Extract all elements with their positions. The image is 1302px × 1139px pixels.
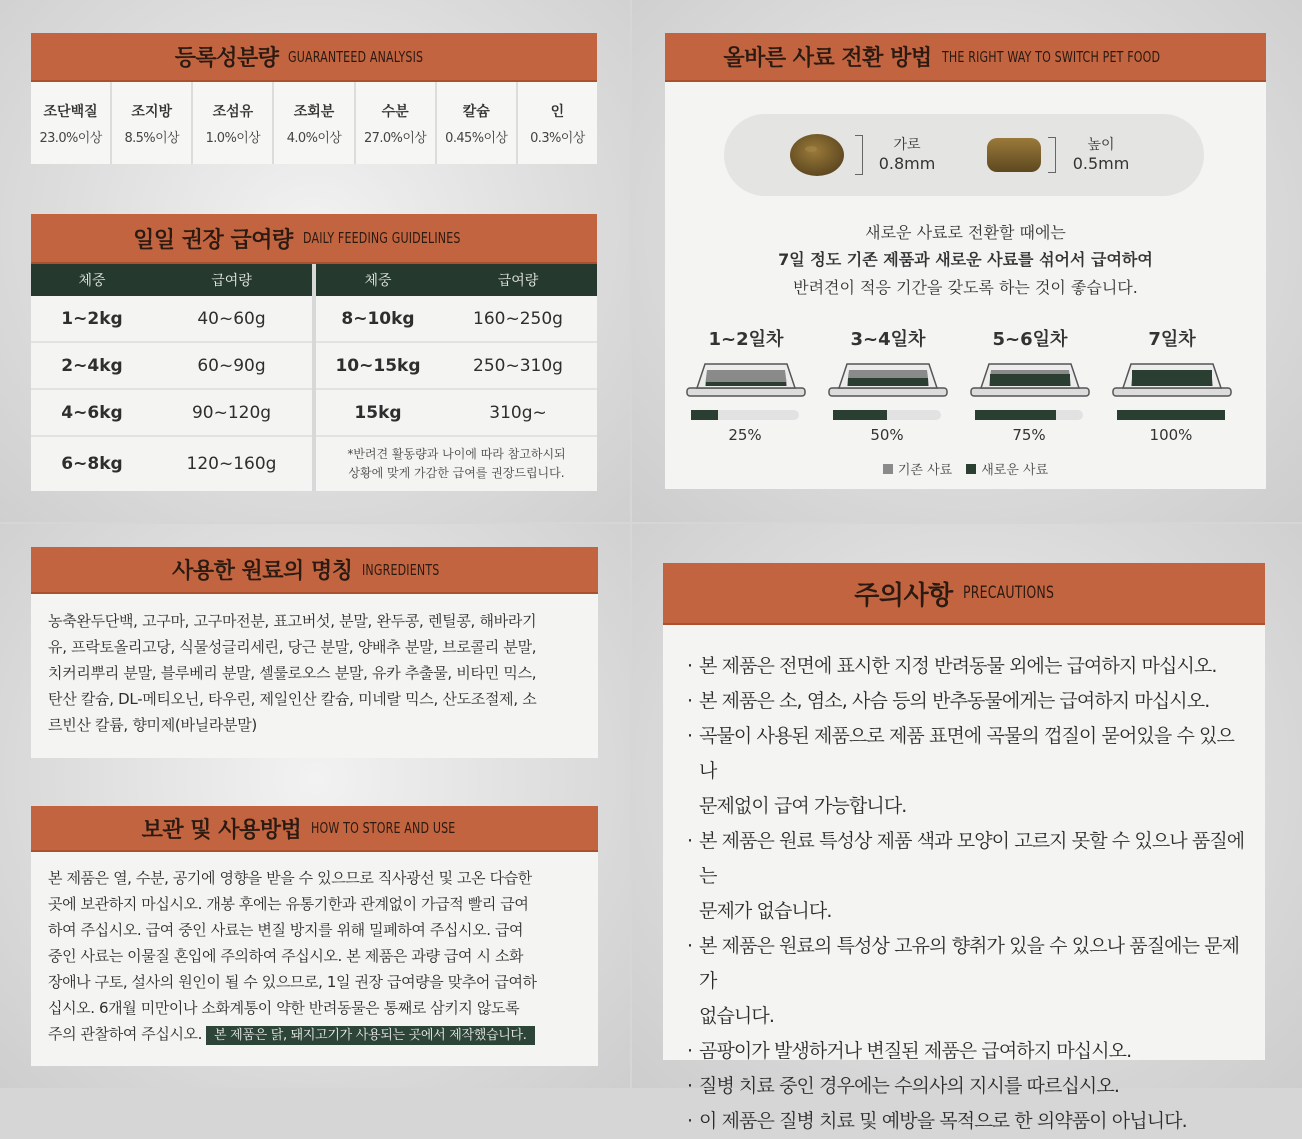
bullet: · — [687, 690, 693, 712]
new-food-level — [706, 382, 786, 386]
new-food-level — [990, 374, 1070, 386]
storage-line: 곳에 보관하지 마십시오. 개봉 후에는 유통기한과 관계없이 가급적 빨리 급여 — [48, 895, 529, 913]
bullet: · — [687, 725, 693, 747]
amount-cell: 310g~ — [489, 402, 547, 423]
table-row — [31, 296, 312, 343]
ingredients-line: 농축완두단백, 고구마, 고구마전분, 표고버섯, 분말, 완두콩, 렌틸콩, 해바라기 — [48, 612, 537, 630]
amount-column-header: 급여량 — [497, 273, 539, 289]
analysis-value: 0.3%이상 — [530, 130, 585, 146]
switch-text-line: 반려견이 적응 기간을 갖도록 하는 것이 좋습니다. — [793, 278, 1138, 297]
analysis-value: 23.0%이상 — [39, 130, 102, 146]
food-bowl-icon — [969, 358, 1091, 400]
weight-cell: 8~10kg — [341, 308, 415, 329]
precaution-text: 본 제품은 전면에 표시한 지정 반려동물 외에는 급여하지 마십시오. — [699, 655, 1217, 677]
storage-line: 본 제품은 열, 수분, 공기에 영향을 받을 수 있으므로 직사광선 및 고온 다습한 — [48, 869, 532, 887]
storage-line: 십시오. 6개월 미만이나 소화계통이 약한 반려동물은 통째로 삼키지 않도록 — [48, 999, 520, 1017]
ingredients-line: 탄산 칼슘, DL-메티오닌, 타우린, 제일인산 칼슘, 미네랄 믹스, 산도조절제, 소 — [48, 690, 537, 708]
precaution-text: 본 제품은 원료의 특성상 고유의 향취가 있을 수 있으나 품질에는 문제가 — [699, 935, 1240, 992]
ratio-percent: 75% — [1012, 426, 1046, 444]
table-row — [316, 296, 597, 343]
height-label: 높이 — [1087, 137, 1115, 153]
analysis-name: 칼슘 — [462, 103, 490, 120]
ratio-bar — [1117, 410, 1225, 420]
precaution-item — [687, 894, 1249, 929]
storage-title-en: HOW TO STORE AND USE — [311, 819, 456, 837]
switch-step — [965, 325, 1095, 351]
food-bowl-icon — [827, 358, 949, 400]
ratio-bar-fill — [691, 410, 718, 420]
precaution-text: 질병 치료 중인 경우에는 수의사의 지시를 따르십시오. — [699, 1075, 1119, 1097]
ingredients-text — [31, 594, 598, 738]
analysis-name: 조지방 — [131, 103, 172, 120]
ingredients-title-en: INGREDIENTS — [362, 560, 440, 579]
new-food-level — [848, 378, 928, 386]
new-food-level — [1132, 370, 1212, 386]
ingredients-line: 르빈산 칼륨, 향미제(바닐라분말) — [48, 716, 257, 734]
precaution-item — [687, 824, 1249, 894]
precaution-item — [687, 719, 1249, 789]
storage-line: 장애나 구토, 설사의 원인이 될 수 있으므로, 1일 권장 급여량을 맞추어 급여하 — [48, 973, 537, 991]
width-label: 가로 — [893, 137, 921, 153]
precautions-title-ko: 주의사항 — [854, 580, 953, 611]
ratio-percent: 50% — [870, 426, 904, 444]
analysis-item — [31, 82, 110, 164]
guaranteed-analysis-title-ko: 등록성분량 — [174, 46, 279, 71]
weight-column-header: 체중 — [364, 273, 392, 289]
precaution-text: 이 제품은 질병 치료 및 예방을 목적으로 한 의약품이 아닙니다. — [699, 1110, 1187, 1132]
feeding-table — [31, 264, 597, 491]
ratio-bar-fill — [833, 410, 887, 420]
switch-text-line: 새로운 사료로 전환할 때에는 — [865, 223, 1066, 242]
bullet: · — [687, 655, 693, 677]
feeding-table-header — [316, 264, 597, 296]
precautions-list — [663, 625, 1265, 1139]
analysis-value: 0.45%이상 — [445, 130, 508, 146]
step-label: 5~6일차 — [992, 329, 1068, 350]
precaution-item — [687, 1069, 1249, 1104]
switch-legend — [665, 459, 1266, 478]
storage-title-ko: 보관 및 사용방법 — [141, 817, 302, 843]
bullet: · — [687, 935, 693, 957]
switch-step — [681, 325, 811, 351]
bullet — [687, 894, 699, 929]
precaution-text: 문제가 없습니다. — [699, 900, 832, 922]
analysis-value: 27.0%이상 — [364, 130, 427, 146]
amount-cell: 40~60g — [197, 308, 266, 329]
amount-cell: 120~160g — [186, 454, 277, 474]
precaution-item — [687, 684, 1249, 719]
precautions-card — [663, 563, 1265, 1132]
food-switch-title-ko: 올바른 사료 전환 방법 — [723, 46, 932, 71]
guaranteed-analysis-card — [31, 33, 597, 164]
bullet: · — [687, 1040, 693, 1062]
storage-last-line: 주의 관찰하여 주십시오. — [48, 1025, 203, 1043]
step-label: 3~4일차 — [850, 329, 926, 350]
food-switch-header — [665, 33, 1266, 82]
guaranteed-analysis-header — [31, 33, 597, 82]
storage-line: 하여 주십시오. 급여 중인 사료는 변질 방지를 위해 밀폐하여 주십시오. 급여 — [48, 921, 524, 939]
step-label: 7일차 — [1148, 329, 1196, 350]
new-food-swatch — [966, 464, 976, 474]
amount-cell: 60~90g — [197, 355, 266, 376]
precaution-text: 곰팡이가 발생하거나 변질된 제품은 급여하지 마십시오. — [699, 1040, 1132, 1062]
amount-cell: 250~310g — [473, 355, 563, 376]
ingredients-line: 치커리뿌리 분말, 블루베리 분말, 셀룰로오스 분말, 유카 추출물, 비타민 믹스, — [48, 664, 537, 682]
precautions-header — [663, 563, 1265, 625]
analysis-value: 8.5%이상 — [124, 130, 179, 146]
feeding-note-line: 상황에 맞게 가감한 급여를 권장드립니다. — [348, 466, 565, 480]
ratio-bar — [833, 410, 941, 420]
bullet: · — [687, 1110, 693, 1132]
facility-notice-badge: 본 제품은 닭, 돼지고기가 사용되는 곳에서 제작했습니다. — [206, 1026, 535, 1045]
guaranteed-analysis-title-en: GUARANTEED ANALYSIS — [288, 47, 424, 66]
precaution-text: 없습니다. — [699, 1005, 774, 1027]
bullet — [687, 999, 699, 1034]
switch-step — [1107, 325, 1237, 351]
precaution-text: 곡물이 사용된 제품으로 제품 표면에 곡물의 껍질이 묻어있을 수 있으나 — [699, 725, 1234, 782]
daily-feeding-title-ko: 일일 권장 급여량 — [133, 227, 293, 253]
daily-feeding-card — [31, 214, 597, 491]
ratio-bar-fill — [975, 410, 1056, 420]
table-row — [316, 343, 597, 390]
legend-old — [883, 459, 952, 478]
feeding-note — [316, 437, 597, 491]
width-bracket — [855, 135, 863, 175]
ingredients-storage-panel — [0, 524, 630, 1088]
amount-cell: 160~250g — [473, 308, 563, 329]
storage-line — [48, 1021, 588, 1049]
height-bracket — [1048, 137, 1056, 173]
precaution-item — [687, 1034, 1249, 1069]
bullet — [687, 789, 699, 824]
analysis-name: 조섬유 — [212, 103, 254, 120]
daily-feeding-title-en: DAILY FEEDING GUIDELINES — [302, 229, 461, 247]
switch-text-line: 7일 정도 기존 제품과 새로운 사료를 섞어서 급여하여 — [778, 250, 1153, 269]
table-row — [31, 390, 312, 437]
storage-header — [31, 806, 598, 852]
table-row — [31, 343, 312, 390]
height-value: 0.5mm — [1072, 154, 1130, 173]
ingredients-line: 유, 프락토올리고당, 식물성글리세린, 당근 분말, 양배추 분말, 브로콜리 분말, — [48, 638, 537, 656]
kibble-round-icon — [789, 133, 849, 177]
ingredients-title-ko: 사용한 원료의 명칭 — [172, 559, 353, 584]
ingredients-card — [31, 547, 598, 758]
bullet: · — [687, 830, 693, 852]
ratio-percent: 25% — [728, 426, 762, 444]
food-bowl-icon — [685, 358, 807, 400]
precaution-item — [687, 789, 1249, 824]
weight-cell: 1~2kg — [61, 308, 123, 329]
storage-card — [31, 806, 598, 1066]
ratio-bar — [975, 410, 1083, 420]
storage-text — [31, 852, 598, 1049]
precautions-title-en: PRECAUTIONS — [962, 583, 1054, 603]
ratio-percent: 100% — [1149, 426, 1193, 444]
switching-panel — [632, 0, 1302, 522]
ratio-bar — [691, 410, 799, 420]
legend-new-label: 새로운 사료 — [981, 463, 1049, 478]
analysis-item — [274, 82, 353, 164]
analysis-value: 4.0%이상 — [286, 130, 342, 146]
precaution-item — [687, 999, 1249, 1034]
daily-feeding-header — [31, 214, 597, 264]
legend-new — [966, 459, 1048, 478]
feeding-table-header — [31, 264, 312, 296]
precaution-text: 문제없이 급여 가능합니다. — [699, 795, 907, 817]
precaution-item — [687, 1104, 1249, 1139]
weight-cell: 4~6kg — [61, 402, 123, 423]
amount-cell: 90~120g — [191, 402, 272, 423]
bullet: · — [687, 1075, 693, 1097]
width-value: 0.8mm — [878, 154, 936, 173]
feeding-table-left — [31, 264, 312, 491]
precaution-item — [687, 649, 1249, 684]
storage-line: 중인 사료는 이물질 혼입에 주의하여 주십시오. 본 제품은 과량 급여 시 소화 — [48, 947, 524, 965]
analysis-item — [356, 82, 435, 164]
analysis-item — [193, 82, 272, 164]
kibble-side-icon — [985, 135, 1043, 175]
step-label: 1~2일차 — [708, 329, 784, 350]
weight-cell: 2~4kg — [61, 355, 123, 376]
analysis-item — [437, 82, 516, 164]
table-row — [316, 390, 597, 437]
analysis-name: 수분 — [381, 103, 409, 120]
old-food-swatch — [883, 464, 893, 474]
precaution-text: 본 제품은 원료 특성상 제품 색과 모양이 고르지 못할 수 있으나 품질에는 — [699, 830, 1245, 887]
precaution-text: 본 제품은 소, 염소, 사슴 등의 반추동물에게는 급여하지 마십시오. — [699, 690, 1210, 712]
precaution-item — [687, 929, 1249, 999]
table-row — [31, 437, 312, 491]
analysis-name: 조단백질 — [43, 103, 98, 120]
analysis-feeding-panel — [0, 0, 630, 522]
legend-old-label: 기존 사료 — [897, 463, 953, 478]
ratio-bar-fill — [1117, 410, 1225, 420]
weight-cell: 15kg — [354, 402, 402, 423]
switch-step — [823, 325, 953, 351]
food-switch-card — [665, 33, 1266, 489]
precautions-panel — [632, 524, 1302, 1132]
analysis-row — [31, 82, 597, 164]
feeding-note-line: *반려견 활동량과 나이에 따라 참고하시되 — [347, 446, 566, 461]
weight-column-header: 체중 — [78, 273, 106, 289]
analysis-name: 인 — [550, 103, 565, 120]
analysis-name: 조회분 — [293, 103, 335, 120]
food-bowl-icon — [1111, 358, 1233, 400]
weight-cell: 10~15kg — [335, 355, 421, 376]
analysis-item — [112, 82, 191, 164]
amount-column-header: 급여량 — [211, 273, 252, 289]
analysis-item — [518, 82, 597, 164]
feeding-table-right — [316, 264, 597, 491]
weight-cell: 6~8kg — [61, 454, 123, 474]
analysis-value: 1.0%이상 — [205, 130, 261, 146]
ingredients-header — [31, 547, 598, 594]
food-switch-title-en: THE RIGHT WAY TO SWITCH PET FOOD — [941, 47, 1160, 66]
